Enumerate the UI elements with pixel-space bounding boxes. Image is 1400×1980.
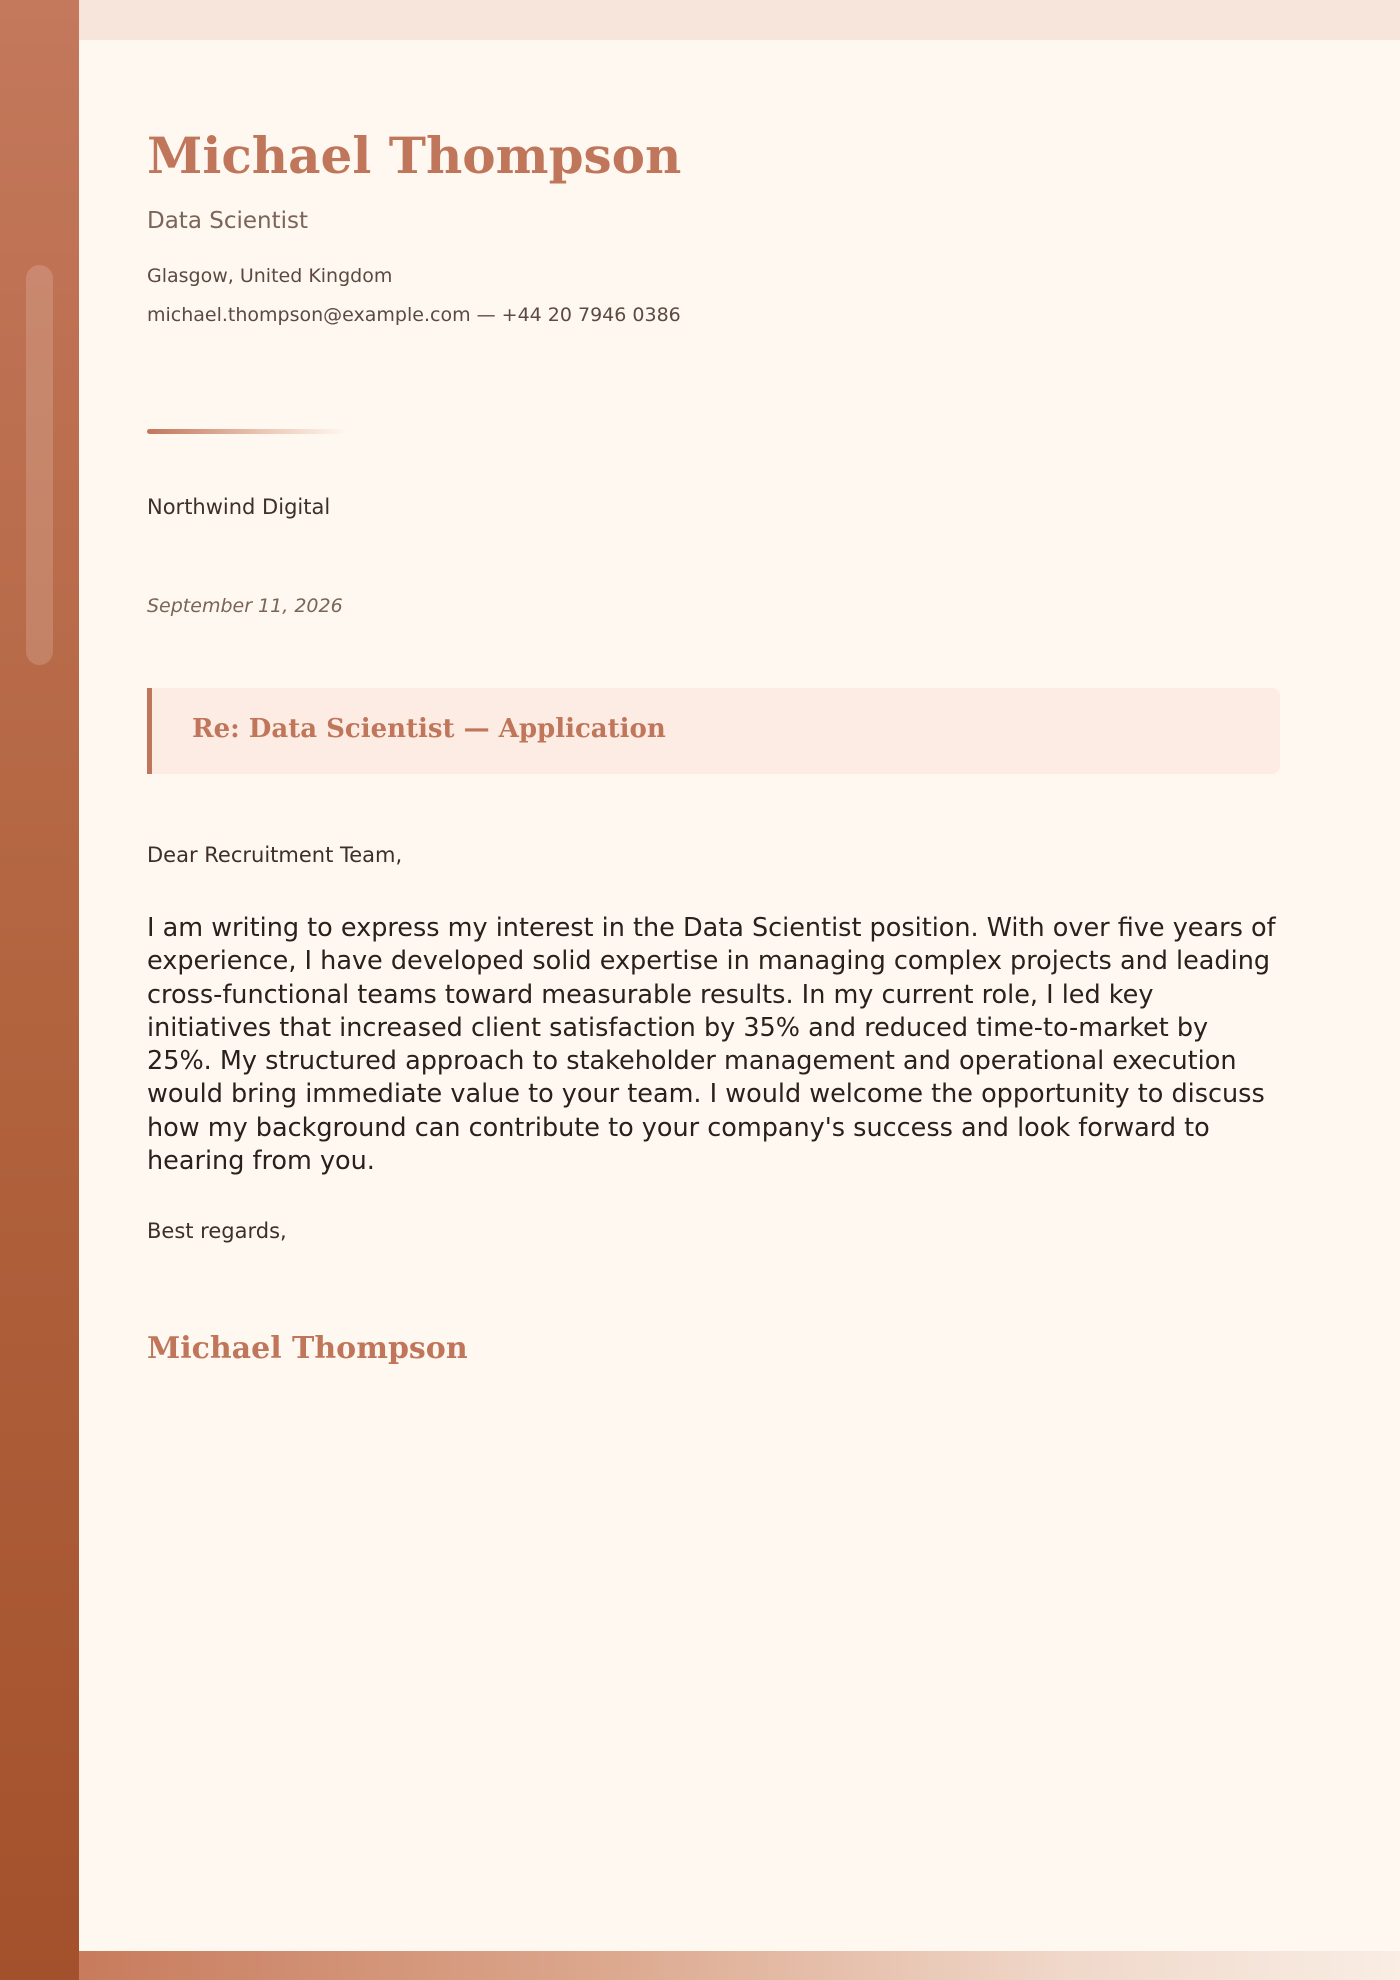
sender-contact: michael.thompson@example.com — +44 20 7946 0386: [147, 304, 681, 326]
subject-box: [147, 688, 1280, 774]
top-strip: [79, 0, 1400, 40]
letter-date: September 11, 2026: [147, 595, 343, 617]
sender-name: Michael Thompson: [147, 126, 682, 185]
salutation: Dear Recruitment Team,: [147, 843, 403, 867]
sender-location: Glasgow, United Kingdom: [147, 265, 393, 287]
closing: Best regards,: [147, 1219, 287, 1243]
sender-title: Data Scientist: [147, 208, 308, 234]
header-divider: [147, 429, 347, 434]
bottom-gradient-strip: [79, 1951, 1400, 1980]
letter-body: I am writing to express my interest in the Data Scientist position. With over five years of experience, I have developed solid expertise in managing complex projects and leading cross-functional teams toward measurable results. In my current role, I led key initiatives that increased client satisfaction by 35% and reduced time-to-market by 25%. My structured approach to stakeholder management and operational execution would bring immediate value to your team. I would welcome the opportunity to discuss how my background can contribute to your company's success and look forward to hearing from you.: [147, 913, 1276, 1177]
recipient-company: Northwind Digital: [147, 495, 331, 519]
left-accent-bar: [0, 0, 79, 1980]
left-bar-handle: [26, 265, 53, 665]
subject-line: Re: Data Scientist — Application: [192, 714, 666, 744]
signature: Michael Thompson: [147, 1331, 468, 1366]
